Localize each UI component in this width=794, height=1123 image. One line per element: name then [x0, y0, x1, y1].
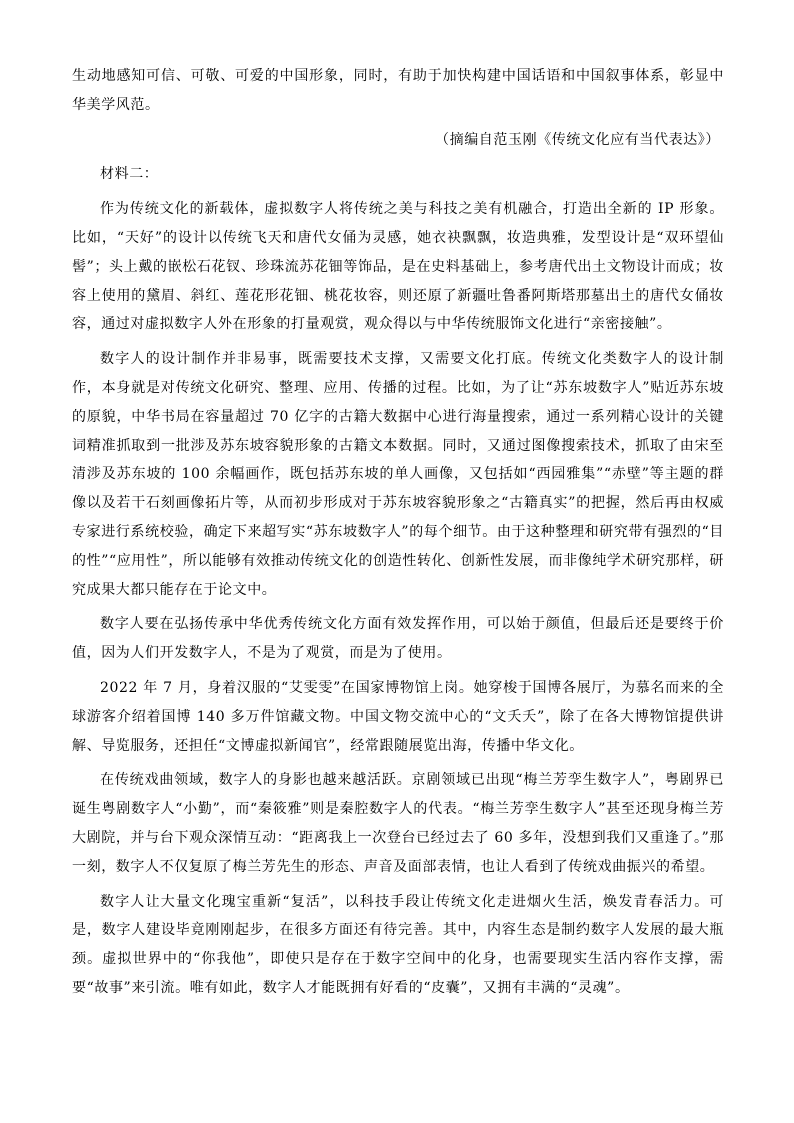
continued-paragraph: 生动地感知可信、可敬、可爱的中国形象，同时，有助于加快构建中国话语和中国叙事体系，彰显中华美学风范。	[72, 68, 724, 113]
paragraph-6: 数字人让大量文化瑰宝重新“复活”，以科技手段让传统文化走进烟火生活，焕发青春活力。可是，数字人建设毕竟刚刚起步，在很多方面还有待完善。其中，内容生态是制约数字人发展的最大瓶颈。虚拟世界中的“你我他”，即使只是存在于数字空间中的化身，也需要现实生活内容作支撑，需要“故事”来引流。唯有如此，数字人才能既拥有好看的“皮囊”，又拥有丰满的“灵魂”。	[72, 893, 724, 996]
paragraph-1: 作为传统文化的新载体，虚拟数字人将传统之美与科技之美有机融合，打造出全新的 IP 形象。比如，“天好”的设计以传统飞天和唐代女俑为灵感，她衣袂飘飘，妆造典雅，发型设计是“双环望仙髻”；头上戴的嵌松石花钗、珍珠流苏花钿等饰品，是在史料基础上，参考唐代出土文物设计而成；妆容上使用的黛眉、斜红、莲花形花钿、桃花妆容，则还原了新疆吐鲁番阿斯塔那墓出土的唐代女俑妆容，通过对虚拟数字人外在形象的打量观赏，观众得以与中华传统服饰文化进行“亲密接触”。	[72, 201, 724, 333]
document-page	[72, 62, 724, 1009]
paragraph-3: 数字人要在弘扬传承中华优秀传统文化方面有效发挥作用，可以始于颜值，但最后还是要终于价值，因为人们开发数字人，不是为了观赏，而是为了使用。	[72, 616, 724, 662]
paragraph-2: 数字人的设计制作并非易事，既需要技术支撑，又需要文化打底。传统文化类数字人的设计制作，本身就是对传统文化研究、整理、应用、传播的过程。比如，为了让“苏东坡数字人”贴近苏东坡的原貌，中华书局在容量超过 70 亿字的古籍大数据中心进行海量搜索，通过一系列精心设计的关键词精准抓取到一批涉及苏东坡容貌形象的古籍文本数据。同时，又通过图像搜索技术，抓取了由宋至清涉及苏东坡的 100 余幅画作，既包括苏东坡的单人画像，又包括如“西园雅集”“赤壁”等主题的群像以及若干石刻画像拓片等，从而初步形成对于苏东坡容貌形象之“古籍真实”的把握，然后再由权威专家进行系统校验，确定下来超写实“苏东坡数字人”的每个细节。由于这种整理和研究带有强烈的“目的性”“应用性”，所以能够有效推动传统文化的创造性转化、创新性发展，而非像纯学术研究那样，研究成果大都只能存在于论文中。	[72, 351, 724, 598]
source-note: （摘编自范玉刚《传统文化应有当代表达》）	[435, 131, 720, 148]
paragraph-5: 在传统戏曲领域，数字人的身影也越来越活跃。京剧领域已出现“梅兰芳孪生数字人”，粤剧界已诞生粤剧数字人“小勤”，而“秦筱雅”则是秦腔数字人的代表。“梅兰芳孪生数字人”甚至还现身梅兰芳大剧院，并与台下观众深情互动：“距离我上一次登台已经过去了 60 多年，没想到我们又重逢了。”那一刻，数字人不仅复原了梅兰芳先生的形态、声音及面部表情，也让人看到了传统戏曲振兴的希望。	[72, 772, 724, 875]
material-label: 材料二：	[100, 166, 159, 183]
paragraph-4: 2022 年 7 月，身着汉服的“艾雯雯”在国家博物馆上岗。她穿梭于国博各展厅，为慕名而来的全球游客介绍着国博 140 多万件馆藏文物。中国文物交流中心的“文夭夭”，除了在各大博物馆提供讲解、导览服务，还担任“文博虚拟新闻官”，经常跟随展览出海，传播中华文化。	[72, 679, 724, 754]
